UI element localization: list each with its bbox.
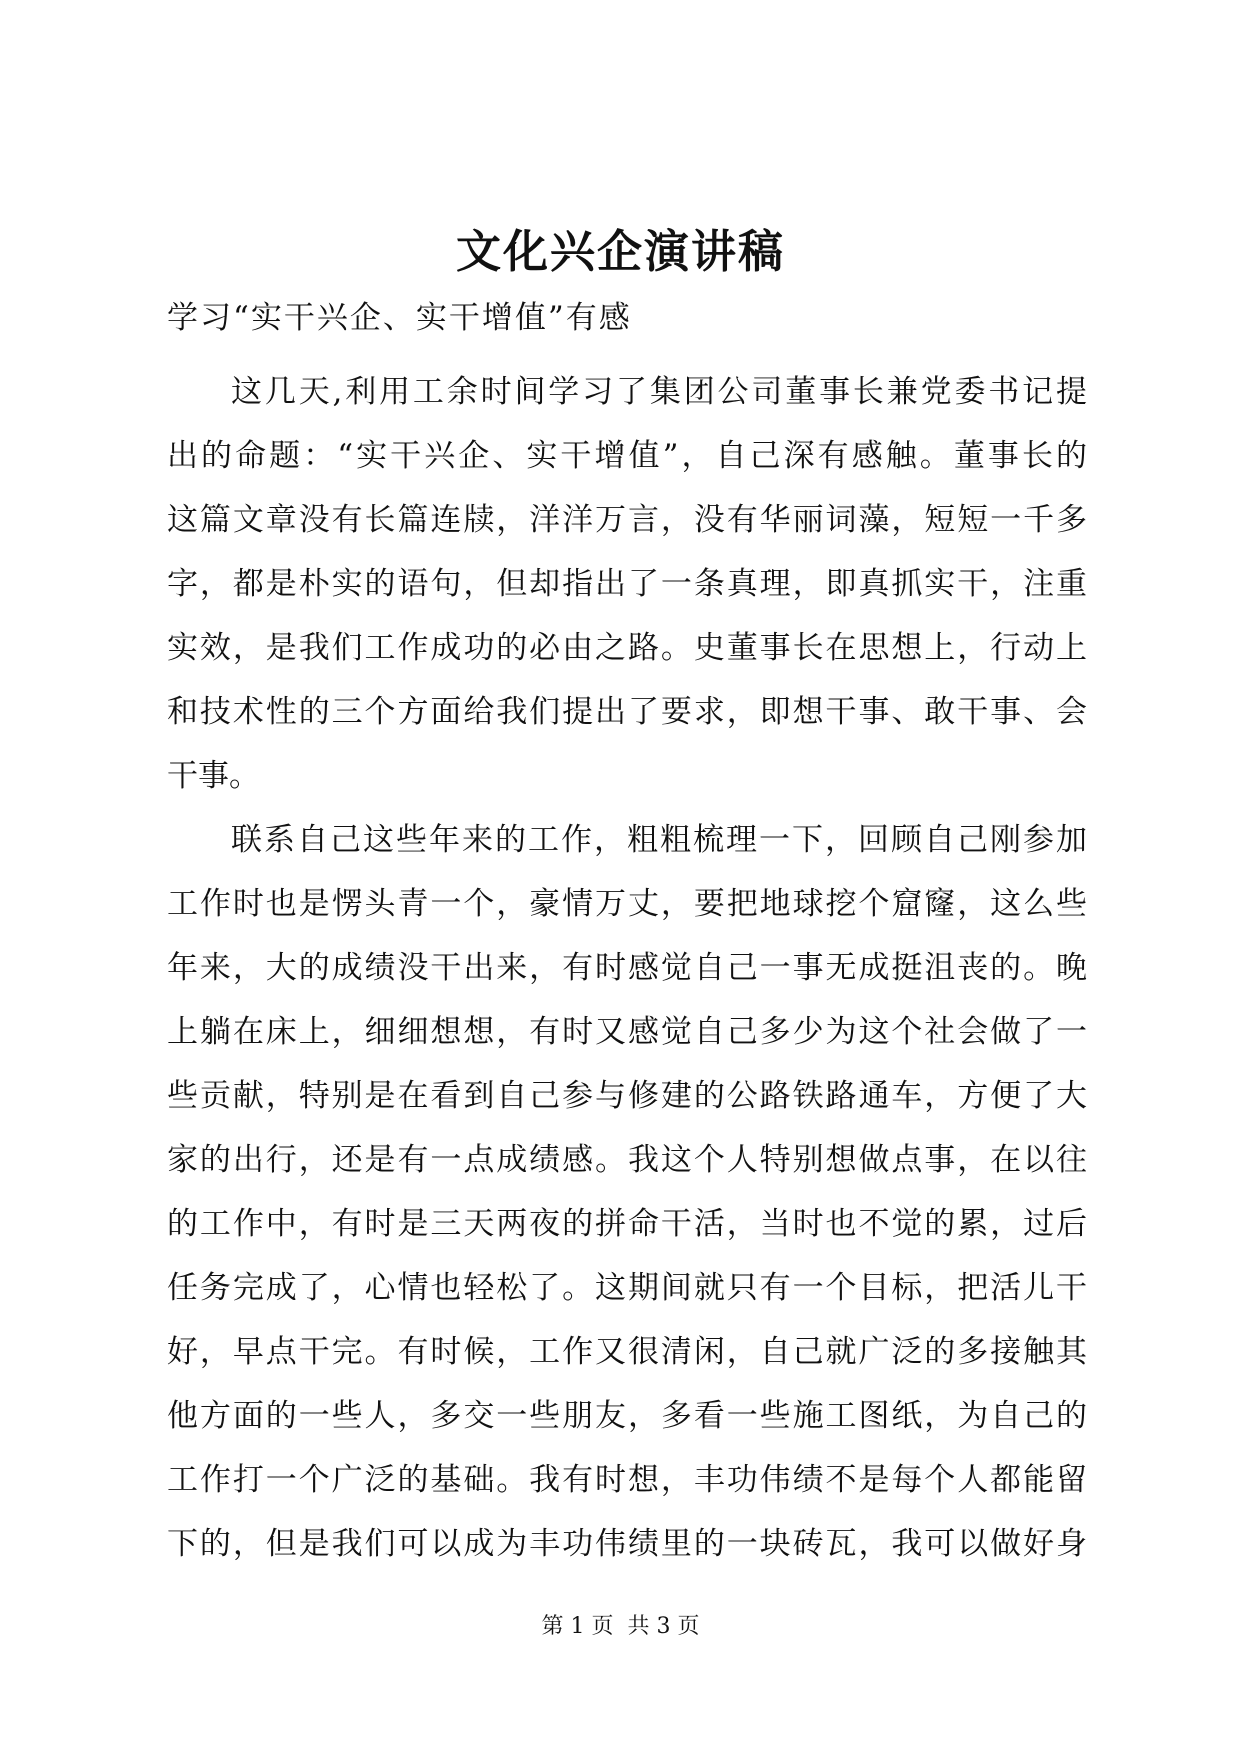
body-line: 联系自己这些年来的工作，粗粗梳理一下，回顾自己刚参加 [231,822,1087,858]
body-line: 字，都是朴实的语句，但却指出了一条真理，即真抓实干，注重 [167,566,1087,602]
body-line: 他方面的一些人，多交一些朋友，多看一些施工图纸，为自己的 [167,1398,1087,1434]
body-line: 工作打一个广泛的基础。我有时想，丰功伟绩不是每个人都能留 [167,1462,1087,1498]
body-line: 任务完成了，心情也轻松了。这期间就只有一个目标，把活儿干 [167,1270,1087,1306]
document-subtitle: 学习“实干兴企、实干增值”有感 [167,300,632,336]
body-line: 这篇文章没有长篇连牍，洋洋万言，没有华丽词藻，短短一千多 [167,502,1087,538]
body-line: 上躺在床上，细细想想，有时又感觉自己多少为这个社会做了一 [167,1014,1087,1050]
body-line: 这几天,利用工余时间学习了集团公司董事长兼党委书记提 [231,374,1087,410]
body-line: 下的，但是我们可以成为丰功伟绩里的一块砖瓦，我可以做好身 [167,1526,1087,1562]
body-line: 出的命题：“实干兴企、实干增值”，自己深有感触。董事长的 [167,438,1087,474]
body-line: 些贡献，特别是在看到自己参与修建的公路铁路通车，方便了大 [167,1078,1087,1114]
body-line: 实效，是我们工作成功的必由之路。史董事长在思想上，行动上 [167,630,1087,666]
page-footer [0,1612,1241,1642]
document-body [167,360,1087,1576]
page-number-label: 第 1 页 共 3 页 [541,1614,700,1639]
body-line: 的工作中，有时是三天两夜的拼命干活，当时也不觉的累，过后 [167,1206,1087,1242]
body-line: 工作时也是愣头青一个，豪情万丈，要把地球挖个窟窿，这么些 [167,886,1087,922]
body-line: 年来，大的成绩没干出来，有时感觉自己一事无成挺沮丧的。晚 [167,950,1087,986]
body-line: 干事。 [167,758,260,794]
document-title: 文化兴企演讲稿 [455,225,785,278]
body-line: 好，早点干完。有时候，工作又很清闲，自己就广泛的多接触其 [167,1334,1087,1370]
body-line: 和技术性的三个方面给我们提出了要求，即想干事、敢干事、会 [167,694,1087,730]
body-line: 家的出行，还是有一点成绩感。我这个人特别想做点事，在以往 [167,1142,1087,1178]
